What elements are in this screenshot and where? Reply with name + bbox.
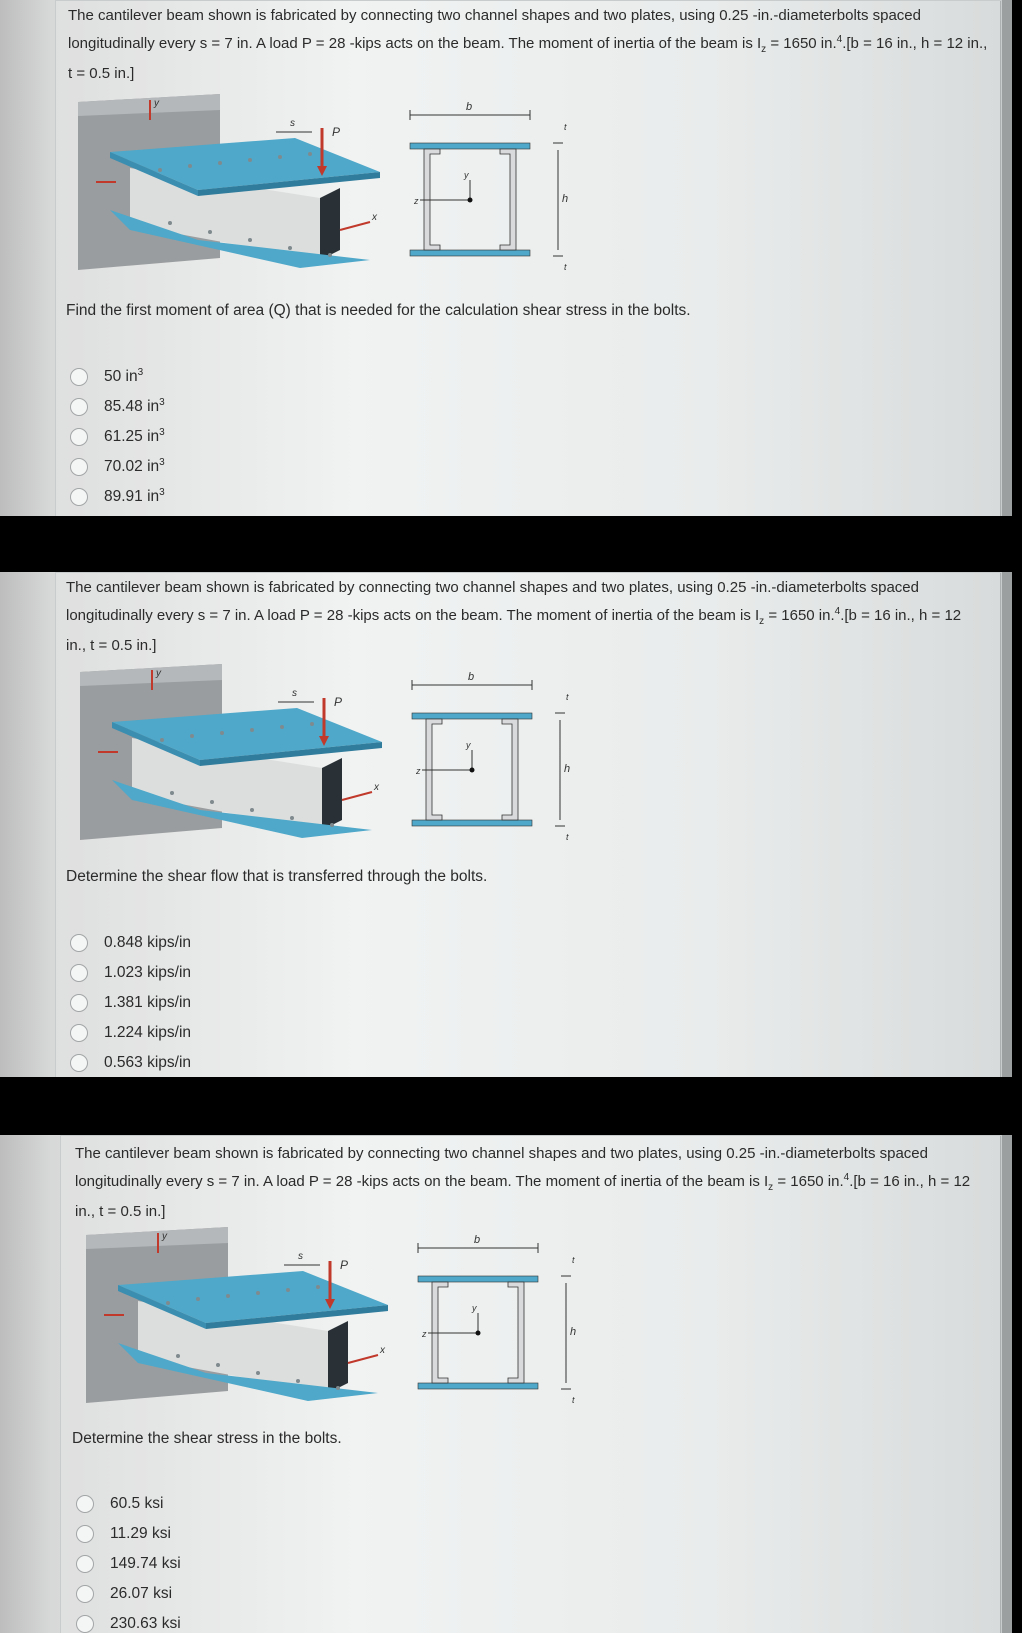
radio-button[interactable] xyxy=(70,398,88,416)
svg-text:t: t xyxy=(566,832,569,842)
svg-text:h: h xyxy=(570,1326,577,1338)
svg-text:b: b xyxy=(474,1234,481,1246)
svg-text:s: s xyxy=(292,688,297,699)
question-prompt: Determine the shear flow that is transferred through the bolts. xyxy=(66,868,488,885)
figure-slot xyxy=(70,90,570,280)
question-panel-1 xyxy=(0,0,1012,516)
answer-option[interactable]: 60.5 ksi xyxy=(76,1489,181,1519)
svg-text:t: t xyxy=(564,122,567,132)
question-prompt: Find the first moment of area (Q) that is needed for the calculation shear stress in the bolts. xyxy=(66,302,691,319)
radio-button[interactable] xyxy=(76,1555,94,1573)
svg-text:t: t xyxy=(572,1395,575,1405)
svg-text:t: t xyxy=(564,262,567,272)
answer-option[interactable]: 70.02 $in^3$ xyxy=(70,452,165,482)
svg-text:z: z xyxy=(414,196,419,206)
svg-text:y: y xyxy=(472,1303,477,1313)
svg-text:z: z xyxy=(416,766,421,776)
svg-text:P: P xyxy=(332,125,341,139)
svg-text:b: b xyxy=(466,101,473,113)
cross-section xyxy=(412,671,570,842)
answer-option[interactable]: 1.224 kips/in xyxy=(70,1018,191,1048)
radio-button[interactable] xyxy=(70,428,88,446)
question-text: The cantilever beam shown is fabricated by connecting two channel shapes and two plates, using 0.25 -in.-diameterbolts spaced longitudinally every s = 7 in. A load P = 28 -kips acts on the beam. The moment of inertia of the beam is $I_z = 1650$ in.$^4$.[b = 16 in., h = 12 in., t = 0.5 in.] xyxy=(68,7,988,82)
question-text: The cantilever beam shown is fabricated by connecting two channel shapes and two plates, using 0.25 -in.-diameterbolts spaced longitudinally every s = 7 in. A load P = 28 -kips acts on the beam. The moment of inertia of the beam is $I_z = 1650$ in.$^4$.[b = 16 in., h = 12 in., t = 0.5 in.] xyxy=(66,579,962,654)
radio-button[interactable] xyxy=(70,1054,88,1072)
radio-button[interactable] xyxy=(70,368,88,386)
answer-option[interactable]: 50 $in^3$ xyxy=(70,362,165,392)
svg-text:z: z xyxy=(422,1329,427,1339)
figure-slot xyxy=(72,660,572,850)
answer-option[interactable]: 149.74 ksi xyxy=(76,1549,181,1579)
svg-text:x: x xyxy=(372,212,377,223)
answer-option[interactable]: 0.848 kips/in xyxy=(70,928,191,958)
svg-text:y: y xyxy=(464,170,469,180)
radio-button[interactable] xyxy=(76,1525,94,1543)
svg-text:t: t xyxy=(572,1255,575,1265)
svg-text:y: y xyxy=(156,668,161,679)
svg-text:s: s xyxy=(298,1251,303,1262)
answer-option[interactable]: 1.381 kips/in xyxy=(70,988,191,1018)
radio-button[interactable] xyxy=(70,964,88,982)
answer-option[interactable]: 89.91 $in^3$ xyxy=(70,482,165,512)
radio-button[interactable] xyxy=(70,488,88,506)
svg-text:s: s xyxy=(290,118,295,129)
question-panel-2 xyxy=(0,572,1012,1077)
radio-button[interactable] xyxy=(70,994,88,1012)
radio-button[interactable] xyxy=(70,934,88,952)
beam-figure xyxy=(78,1223,578,1408)
answer-options xyxy=(76,1489,181,1633)
svg-text:h: h xyxy=(564,763,571,775)
svg-text:y: y xyxy=(162,1231,167,1242)
answer-options xyxy=(70,928,191,1077)
answer-options xyxy=(70,362,165,512)
question-text: The cantilever beam shown is fabricated by connecting two channel shapes and two plates, using 0.25 -in.-diameterbolts spaced longitudinally every s = 7 in. A load P = 28 -kips acts on the beam. The moment of inertia of the beam is $I_z = 1650$ in.$^4$.[b = 16 in., h = 12 in., t = 0.5 in.] xyxy=(75,1145,971,1220)
radio-button[interactable] xyxy=(70,1024,88,1042)
answer-option[interactable]: 61.25 $in^3$ xyxy=(70,422,165,452)
svg-text:x: x xyxy=(380,1345,385,1356)
radio-button[interactable] xyxy=(70,458,88,476)
cross-section xyxy=(418,1234,576,1405)
question-prompt: Determine the shear stress in the bolts. xyxy=(72,1430,342,1447)
figure-slot xyxy=(78,1223,578,1413)
svg-text:P: P xyxy=(334,695,343,709)
question-panel-3 xyxy=(0,1135,1012,1633)
svg-text:y: y xyxy=(466,740,471,750)
answer-option[interactable]: 230.63 ksi xyxy=(76,1609,181,1633)
answer-option[interactable]: 26.07 ksi xyxy=(76,1579,181,1609)
answer-option[interactable]: 85.48 $in^3$ xyxy=(70,392,165,422)
svg-text:x: x xyxy=(374,782,379,793)
svg-text:b: b xyxy=(468,671,475,683)
answer-option[interactable]: 1.023 kips/in xyxy=(70,958,191,988)
svg-text:t: t xyxy=(566,692,569,702)
svg-text:h: h xyxy=(562,193,569,205)
svg-text:y: y xyxy=(154,98,159,109)
svg-text:P: P xyxy=(340,1258,349,1272)
radio-button[interactable] xyxy=(76,1615,94,1633)
radio-button[interactable] xyxy=(76,1585,94,1603)
beam-figure xyxy=(72,660,572,845)
beam-figure xyxy=(70,90,570,275)
answer-option[interactable]: 0.563 kips/in xyxy=(70,1048,191,1077)
answer-option[interactable]: 11.29 ksi xyxy=(76,1519,181,1549)
radio-button[interactable] xyxy=(76,1495,94,1513)
cross-section xyxy=(410,101,568,272)
